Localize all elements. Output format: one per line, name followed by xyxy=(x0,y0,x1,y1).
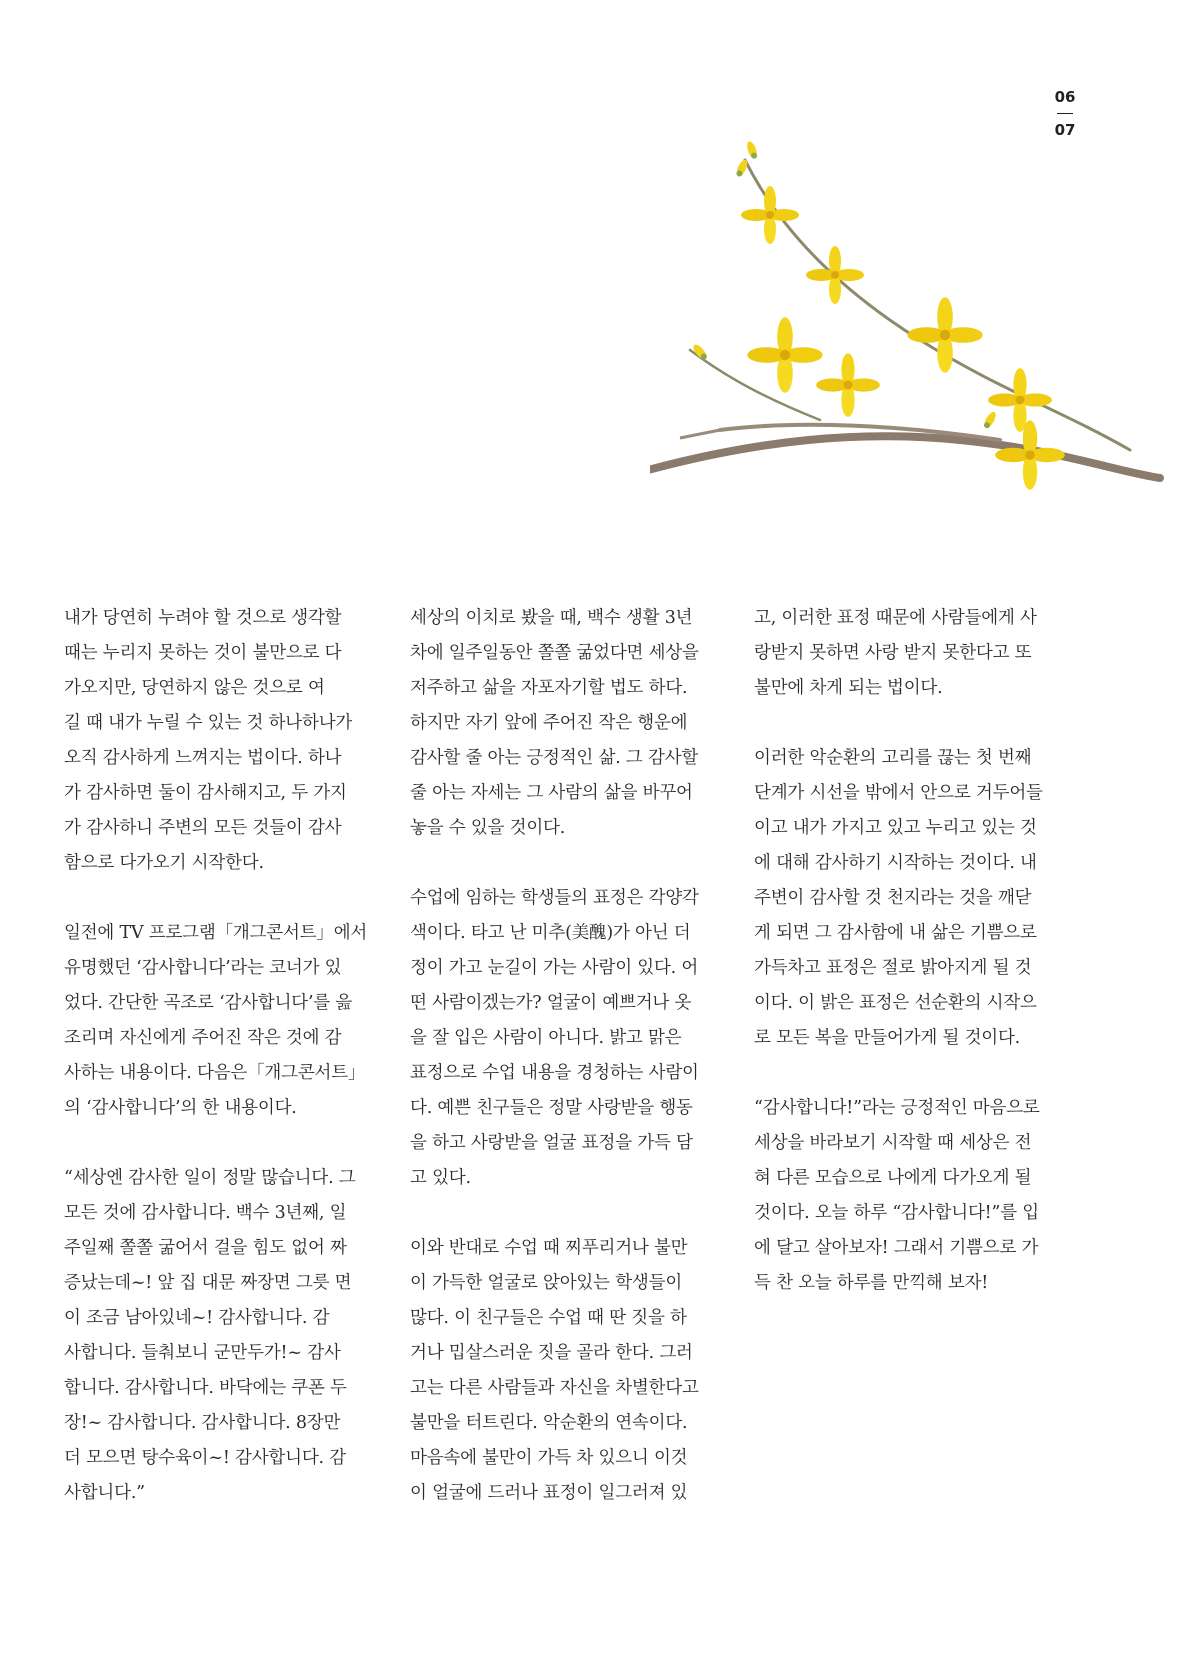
text-line: 가득차고 표정은 절로 밝아지게 될 것 xyxy=(754,958,1032,978)
text-line: 정이 가고 눈길이 가는 사람이 있다. 어 xyxy=(410,958,699,978)
text-line: 이와 반대로 수업 때 찌푸리거나 불만 xyxy=(410,1238,688,1258)
text-line: 혀 다른 모습으로 나에게 다가오게 될 xyxy=(754,1168,1032,1188)
text-line: 사합니다.” xyxy=(64,1483,145,1503)
text-line: 세상의 이치로 봤을 때, 백수 생활 3년 xyxy=(410,608,693,628)
text-line: 길 때 내가 누릴 수 있는 것 하나하나가 xyxy=(64,713,353,733)
text-line: 세상을 바라보기 시작할 때 세상은 전 xyxy=(754,1133,1032,1153)
paragraph xyxy=(64,916,372,1126)
text-line: 다. 예쁜 친구들은 정말 사랑받을 행동 xyxy=(410,1098,693,1118)
text-line: 차에 일주일동안 쫄쫄 굶었다면 세상을 xyxy=(410,643,699,663)
text-line: 주변이 감사할 것 천지라는 것을 깨닫 xyxy=(754,888,1032,908)
paragraph xyxy=(754,741,1062,1056)
text-line: 고 있다. xyxy=(410,1168,471,1188)
text-line: 마음속에 불만이 가득 차 있으니 이것 xyxy=(410,1448,688,1468)
text-line: 사하는 내용이다. 다음은「개그콘서트」 xyxy=(64,1063,366,1083)
text-line: 게 되면 그 감사함에 내 삶은 기쁨으로 xyxy=(754,923,1037,943)
paragraph xyxy=(410,1231,718,1511)
text-line: 함으로 다가오기 시작한다. xyxy=(64,853,264,873)
text-line: 많다. 이 친구들은 수업 때 딴 짓을 하 xyxy=(410,1308,687,1328)
paragraph-gap xyxy=(754,1056,1062,1091)
paragraph xyxy=(754,601,1062,706)
text-column-3 xyxy=(754,601,1062,1301)
text-line: 이 가득한 얼굴로 앉아있는 학생들이 xyxy=(410,1273,683,1293)
forsythia-branch-icon xyxy=(650,121,1190,540)
text-line: 것이다. 오늘 하루 “감사합니다!”를 입 xyxy=(754,1203,1040,1223)
paragraph xyxy=(754,1091,1062,1301)
paragraph-gap xyxy=(64,1126,372,1161)
text-line: 가오지만, 당연하지 않은 것으로 여 xyxy=(64,678,325,698)
text-line: 단계가 시선을 밖에서 안으로 거두어들 xyxy=(754,783,1043,803)
text-line: 합니다. 감사합니다. 바닥에는 쿠폰 두 xyxy=(64,1378,347,1398)
text-line: 증났는데~! 앞 집 대문 짜장면 그릇 면 xyxy=(64,1273,352,1293)
paragraph-gap xyxy=(410,1196,718,1231)
text-line: 주일째 쫄쫄 굶어서 걸을 힘도 없어 짜 xyxy=(64,1238,347,1258)
text-line: 색이다. 타고 난 미추(美醜)가 아닌 더 xyxy=(410,923,691,943)
text-line: 수업에 임하는 학생들의 표정은 각양각 xyxy=(410,888,699,908)
text-line: 이러한 악순환의 고리를 끊는 첫 번째 xyxy=(754,748,1032,768)
text-line: 오직 감사하게 느껴지는 법이다. 하나 xyxy=(64,748,342,768)
text-line: 에 대해 감사하기 시작하는 것이다. 내 xyxy=(754,853,1037,873)
text-line: 모든 것에 감사합니다. 백수 3년째, 일 xyxy=(64,1203,347,1223)
text-line: 이 조금 남아있네~! 감사합니다. 감 xyxy=(64,1308,330,1328)
paragraph-gap xyxy=(754,706,1062,741)
text-line: 떤 사람이겠는가? 얼굴이 예쁘거나 옷 xyxy=(410,993,692,1013)
text-line: “세상엔 감사한 일이 정말 많습니다. 그 xyxy=(64,1168,356,1188)
text-line: 고는 다른 사람들과 자신을 차별한다고 xyxy=(410,1378,699,1398)
text-line: 유명했던 ‘감사합니다’라는 코너가 있 xyxy=(64,958,342,978)
paragraph-gap xyxy=(410,846,718,881)
text-line: 불만을 터트린다. 악순환의 연속이다. xyxy=(410,1413,688,1433)
text-line: 득 찬 오늘 하루를 만끽해 보자! xyxy=(754,1273,989,1293)
text-line: 놓을 수 있을 것이다. xyxy=(410,818,566,838)
text-line: “감사합니다!”라는 긍정적인 마음으로 xyxy=(754,1098,1040,1118)
text-line: 조리며 자신에게 주어진 작은 것에 감 xyxy=(64,1028,342,1048)
text-line: 가 감사하면 둘이 감사해지고, 두 가지 xyxy=(64,783,347,803)
text-column-1 xyxy=(64,601,372,1511)
text-line: 사합니다. 들춰보니 군만두가!~ 감사 xyxy=(64,1343,341,1363)
paragraph xyxy=(64,601,372,881)
text-line: 로 모든 복을 만들어가게 될 것이다. xyxy=(754,1028,1021,1048)
page-number-right: 07 xyxy=(1054,121,1076,139)
quote-paragraph xyxy=(64,1161,372,1511)
text-line: 에 달고 살아보자! 그래서 기쁨으로 가 xyxy=(754,1238,1039,1258)
paragraph xyxy=(410,881,718,1196)
paragraph xyxy=(410,601,718,846)
text-line: 랑받지 못하면 사랑 받지 못한다고 또 xyxy=(754,643,1032,663)
text-line: 표정으로 수업 내용을 경청하는 사람이 xyxy=(410,1063,699,1083)
text-line: 이다. 이 밝은 표정은 선순환의 시작으 xyxy=(754,993,1037,1013)
paragraph-gap xyxy=(64,881,372,916)
text-line: 줄 아는 자세는 그 사람의 삶을 바꾸어 xyxy=(410,783,693,803)
text-line: 하지만 자기 앞에 주어진 작은 행운에 xyxy=(410,713,688,733)
text-line: 더 모으면 탕수육이~! 감사합니다. 감 xyxy=(64,1448,346,1468)
text-line: 이고 내가 가지고 있고 누리고 있는 것 xyxy=(754,818,1037,838)
text-line: 이 얼굴에 드러나 표정이 일그러져 있 xyxy=(410,1483,688,1503)
text-line: 었다. 간단한 곡조로 ‘감사합니다’를 읊 xyxy=(64,993,353,1013)
text-line: 저주하고 삶을 자포자기할 법도 하다. xyxy=(410,678,688,698)
text-line: 고, 이러한 표정 때문에 사람들에게 사 xyxy=(754,608,1037,628)
text-column-2 xyxy=(410,601,718,1511)
text-line: 때는 누리지 못하는 것이 불만으로 다 xyxy=(64,643,342,663)
text-line: 장!~ 감사합니다. 감사합니다. 8장만 xyxy=(64,1413,341,1433)
text-line: 을 하고 사랑받을 얼굴 표정을 가득 담 xyxy=(410,1133,693,1153)
text-line: 일전에 TV 프로그램「개그콘서트」에서 xyxy=(64,923,368,943)
page-number-divider xyxy=(1057,113,1073,114)
page-number-left: 06 xyxy=(1054,88,1076,106)
text-line: 을 잘 입은 사람이 아니다. 밝고 맑은 xyxy=(410,1028,682,1048)
text-line: 감사할 줄 아는 긍정적인 삶. 그 감사할 xyxy=(410,748,699,768)
text-line: 가 감사하니 주변의 모든 것들이 감사 xyxy=(64,818,342,838)
text-line: 내가 당연히 누려야 할 것으로 생각할 xyxy=(64,608,342,628)
text-line: 거나 밉살스러운 짓을 골라 한다. 그러 xyxy=(410,1343,693,1363)
text-line: 의 ‘감사합니다’의 한 내용이다. xyxy=(64,1098,297,1118)
text-line: 불만에 차게 되는 법이다. xyxy=(754,678,943,698)
